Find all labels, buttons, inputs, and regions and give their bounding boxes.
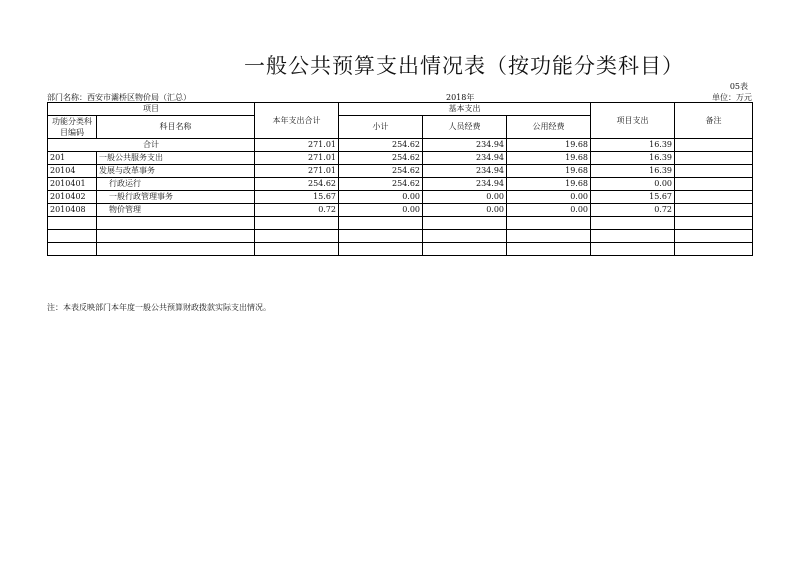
- department-label: 部门名称：西安市灞桥区物价局（汇总）: [47, 93, 191, 102]
- row-personnel: 234.94: [423, 152, 507, 165]
- header-public: 公用经费: [507, 116, 591, 139]
- row-remark: [675, 165, 753, 178]
- table-row: [48, 191, 753, 204]
- row-subtotal: 0.00: [339, 191, 423, 204]
- row-code: 2010408: [48, 204, 97, 217]
- row-project: 0.72: [591, 204, 675, 217]
- row-project: 15.67: [591, 191, 675, 204]
- row-name: 一般公共服务支出: [97, 152, 255, 165]
- row-name: 发展与改革事务: [97, 165, 255, 178]
- row-subtotal: 0.00: [339, 204, 423, 217]
- row-project: 16.39: [591, 152, 675, 165]
- table-row-empty: [48, 243, 753, 256]
- row-total: 271.01: [255, 165, 339, 178]
- total-personnel: 234.94: [423, 139, 507, 152]
- form-code: 05表: [729, 82, 748, 91]
- row-public: 19.68: [507, 178, 591, 191]
- row-project: 16.39: [591, 165, 675, 178]
- row-project: 0.00: [591, 178, 675, 191]
- row-code: 2010401: [48, 178, 97, 191]
- table-row: [48, 204, 753, 217]
- row-total: 15.67: [255, 191, 339, 204]
- row-public: 19.68: [507, 165, 591, 178]
- row-personnel: 234.94: [423, 178, 507, 191]
- header-personnel: 人员经费: [423, 116, 507, 139]
- total-remark: [675, 139, 753, 152]
- unit-label: 单位：万元: [712, 93, 752, 102]
- row-remark: [675, 191, 753, 204]
- header-project: 项目: [48, 103, 255, 116]
- header-basic-expense: 基本支出: [339, 103, 591, 116]
- header-subject-name: 科目名称: [97, 116, 255, 139]
- row-name: 一般行政管理事务: [97, 191, 255, 204]
- total-total: 271.01: [255, 139, 339, 152]
- row-subtotal: 254.62: [339, 165, 423, 178]
- row-code: 201: [48, 152, 97, 165]
- table-row: [48, 165, 753, 178]
- total-public: 19.68: [507, 139, 591, 152]
- row-public: 19.68: [507, 152, 591, 165]
- budget-table: [47, 102, 753, 256]
- table-row-empty: [48, 230, 753, 243]
- header-remark: 备注: [675, 103, 753, 139]
- row-remark: [675, 178, 753, 191]
- table-row-total: [48, 139, 753, 152]
- total-subtotal: 254.62: [339, 139, 423, 152]
- table-row: [48, 152, 753, 165]
- row-personnel: 0.00: [423, 204, 507, 217]
- header-subtotal: 小计: [339, 116, 423, 139]
- total-label: 合计: [48, 139, 255, 152]
- page-title: 一般公共预算支出情况表（按功能分类科目）: [244, 54, 684, 78]
- row-personnel: 0.00: [423, 191, 507, 204]
- row-code: 20104: [48, 165, 97, 178]
- table-row-empty: [48, 217, 753, 230]
- meta-line: [47, 92, 752, 102]
- row-total: 0.72: [255, 204, 339, 217]
- row-subtotal: 254.62: [339, 178, 423, 191]
- row-code: 2010402: [48, 191, 97, 204]
- header-total-this-year: 本年支出合计: [255, 103, 339, 139]
- row-remark: [675, 204, 753, 217]
- row-name: 物价管理: [97, 204, 255, 217]
- row-subtotal: 254.62: [339, 152, 423, 165]
- row-public: 0.00: [507, 191, 591, 204]
- footnote: 注：本表反映部门本年度一般公共预算财政拨款实际支出情况。: [47, 303, 271, 312]
- header-func-code: 功能分类科目编码: [48, 116, 97, 139]
- total-project: 16.39: [591, 139, 675, 152]
- year-label: 2018年: [446, 93, 475, 102]
- table-row: [48, 178, 753, 191]
- row-total: 254.62: [255, 178, 339, 191]
- row-personnel: 234.94: [423, 165, 507, 178]
- header-project-expense: 项目支出: [591, 103, 675, 139]
- row-total: 271.01: [255, 152, 339, 165]
- row-remark: [675, 152, 753, 165]
- row-name: 行政运行: [97, 178, 255, 191]
- row-public: 0.00: [507, 204, 591, 217]
